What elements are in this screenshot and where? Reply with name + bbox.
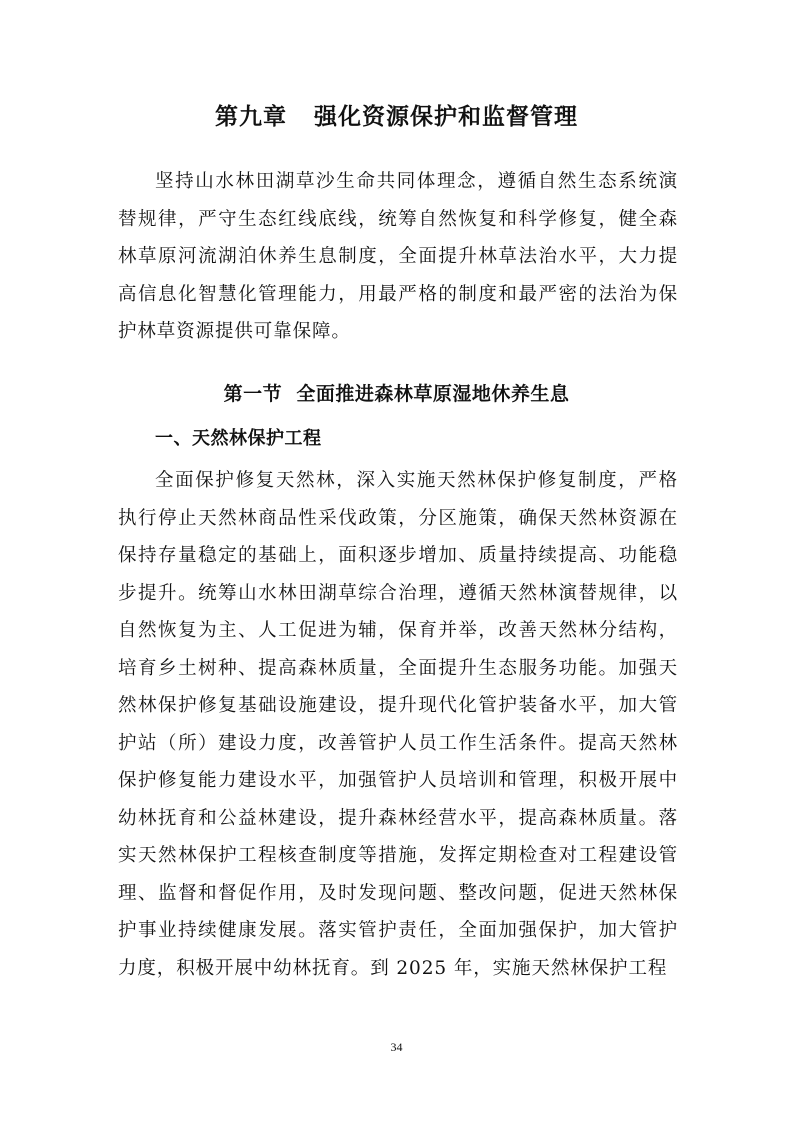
body-paragraph: 全面保护修复天然林，深入实施天然林保护修复制度，严格执行停止天然林商品性采伐政策，分区施策，确保天然林资源在保持存量稳定的基础上，面积逐步增加、质量持续提高、功能稳步提升。统筹山水林田湖草综合治理，遵循天然林演替规律，以自然恢复为主、人工促进为辅，保育并举，改善天然林分结构，培育乡土树种、提高森林质量，全面提升生态服务功能。加强天然林保护修复基础设施建设，提升现代化管护装备水平，加大管护站（所）建设力度，改善管护人员工作生活条件。提高天然林保护修复能力建设水平，加强管护人员培训和管理，积极开展中幼林抚育和公益林建设，提升森林经营水平，提高森林质量。落实天然林保护工程核查制度等措施，发挥定期检查对工程建设管理、监督和督促作用，及时发现问题、整改问题，促进天然林保护事业持续健康发展。落实管护责任，全面加强保护，加大管护力度，积极开展中幼林抚育。到 2025 年，实施天然林保护工程: [118, 470, 678, 979]
subsection-title: 一、天然林保护工程: [155, 428, 322, 449]
chapter-title: 第九章 强化资源保护和监督管理: [214, 104, 579, 130]
page-number: 34: [390, 1040, 403, 1054]
intro-paragraph: 坚持山水林田湖草沙生命共同体理念，遵循自然生态系统演替规律，严守生态红线底线，统筹自然恢复和科学修复，健全森林草原河流湖泊休养生息制度，全面提升林草法治水平，大力提高信息化智慧化管理能力，用最严格的制度和最严密的法治为保护林草资源提供可靠保障。: [118, 171, 678, 342]
section-title: 第一节 全面推进森林草原湿地休养生息: [223, 383, 570, 405]
